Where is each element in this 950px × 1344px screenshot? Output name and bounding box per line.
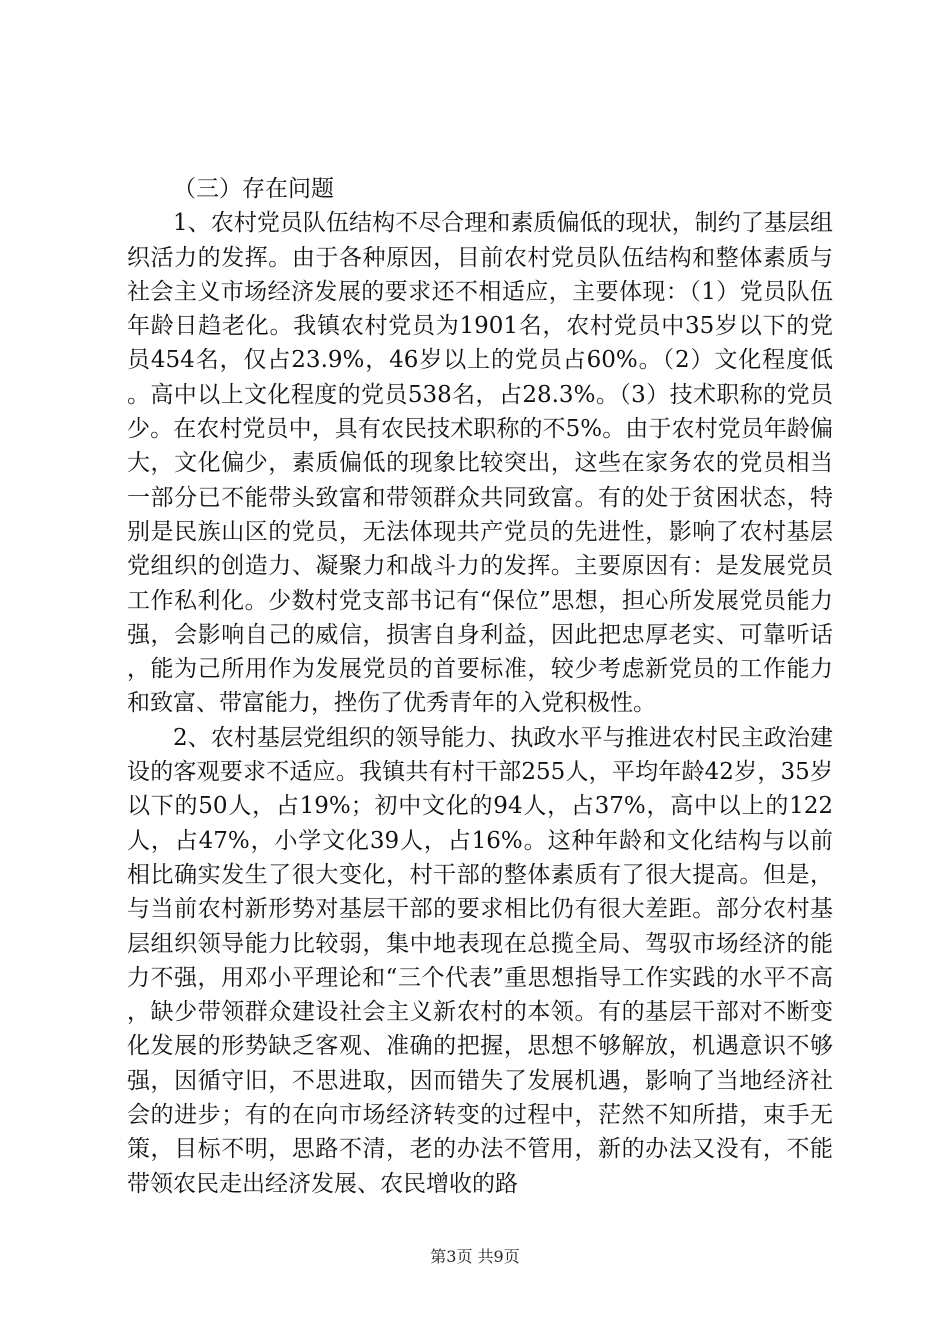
document-body	[127, 172, 833, 1201]
paragraph-2: 2、农村基层党组织的领导能力、执政水平与推进农村民主政治建设的客观要求不适应。我镇共有村干部255人，平均年龄42岁，35岁以下的50人，占19%；初中文化的94人，占37%，高中以上的122人，占47%，小学文化39人，占16%。这种年龄和文化结构与以前相比确实发生了很大变化，村干部的整体素质有了很大提高。但是，与当前农村新形势对基层干部的要求相比仍有很大差距。部分农村基层组织领导能力比较弱，集中地表现在总揽全局、驾驭市场经济的能力不强，用邓小平理论和“三个代表”重思想指导工作实践的水平不高，缺少带领群众建设社会主义新农村的本领。有的基层干部对不断变化发展的形势缺乏客观、准确的把握，思想不够解放，机遇意识不够强，因循守旧，不思进取，因而错失了发展机遇，影响了当地经济社会的进步；有的在向市场经济转变的过程中，茫然不知所措，束手无策，目标不明，思路不清，老的办法不管用，新的办法又没有，不能带领农民走出经济发展、农民增收的路	[127, 724, 833, 1197]
page-number: 第3页 共9页	[430, 1247, 520, 1266]
paragraph-1: 1、农村党员队伍结构不尽合理和素质偏低的现状，制约了基层组织活力的发挥。由于各种原因，目前农村党员队伍结构和整体素质与社会主义市场经济发展的要求还不相适应，主要体现：（1）党员队伍年龄日趋老化。我镇农村党员为1901名，农村党员中35岁以下的党员454名，仅占23.9%，46岁以上的党员占60%。（2）文化程度低。高中以上文化程度的党员538名，占28.3%。（3）技术职称的党员少。在农村党员中，具有农民技术职称的不5%。由于农村党员年龄偏大，文化偏少，素质偏低的现象比较突出，这些在家务农的党员相当一部分已不能带头致富和带领群众共同致富。有的处于贫困状态，特别是民族山区的党员，无法体现共产党员的先进性，影响了农村基层党组织的创造力、凝聚力和战斗力的发挥。主要原因有：是发展党员工作私利化。少数村党支部书记有“保位”思想，担心所发展党员能力强，会影响自己的威信，损害自身利益，因此把忠厚老实、可靠听话，能为己所用作为发展党员的首要标准，较少考虑新党员的工作能力和致富、带富能力，挫伤了优秀青年的入党积极性。	[127, 210, 833, 717]
page-footer	[0, 1247, 950, 1267]
section-heading: （三）存在问题	[173, 176, 334, 202]
